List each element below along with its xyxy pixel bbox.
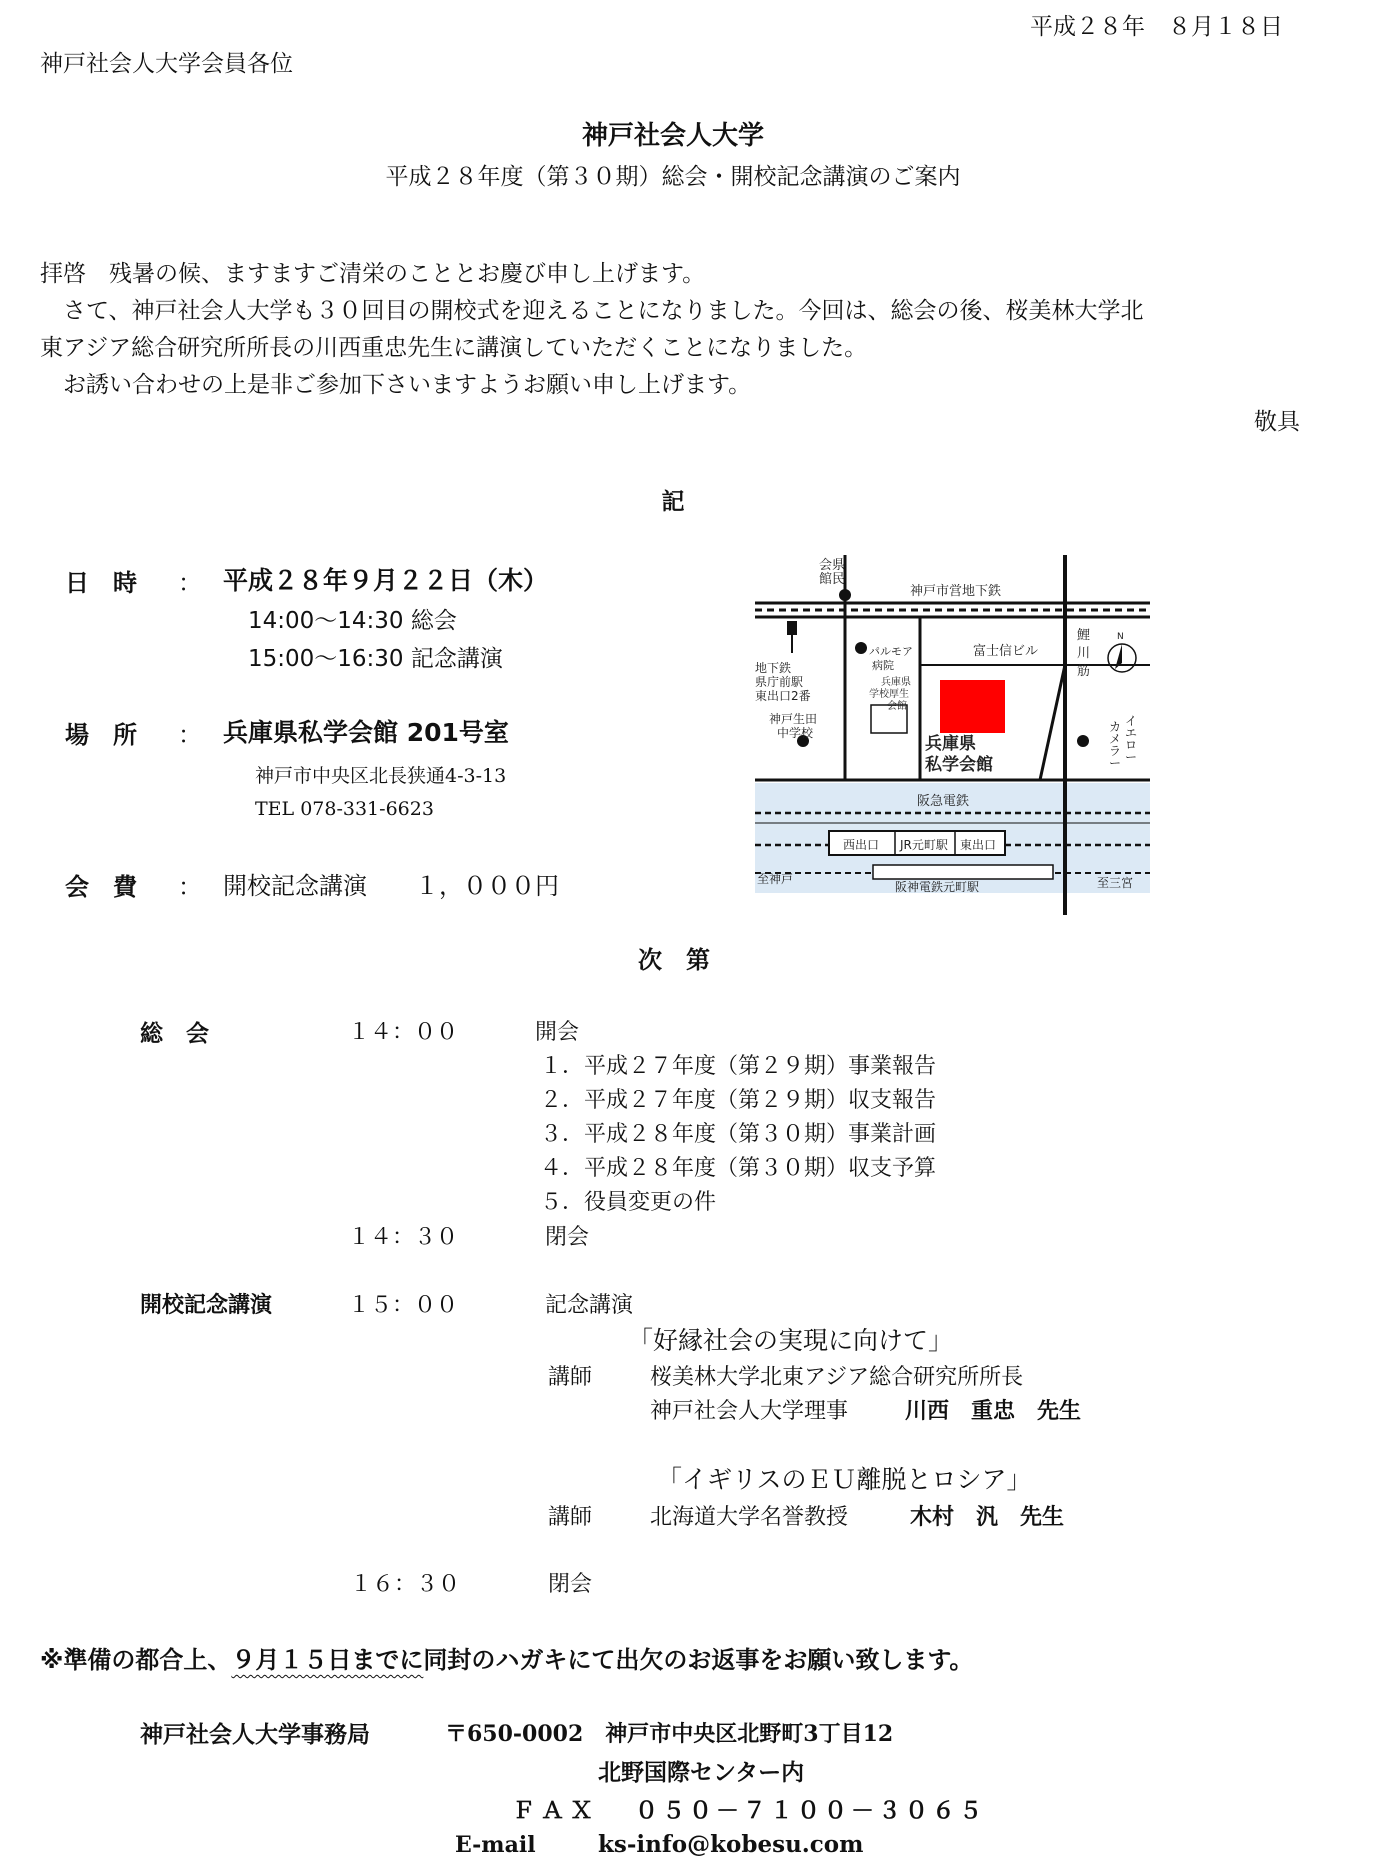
school-label: 神戸生田 [769,712,818,726]
road [1040,665,1065,780]
venue-tel: TEL 078-331-6623 [255,798,434,820]
email-address[interactable]: ks-info@kobesu.com [598,1831,864,1858]
lecturer2-name: 木村 汎 先生 [910,1504,1065,1530]
yellow-camera-label: ー [1125,750,1138,764]
open-label: 開会 [535,1020,580,1045]
yellow-camera-label: エ [1125,726,1138,740]
station-marker [787,621,797,635]
fee-label: 会 費 [65,873,137,901]
yellow-camera-label: メ [1109,732,1122,746]
hanshin-station-box [873,865,1053,879]
kaikan-dot [839,589,851,601]
email-label: E-mail [455,1832,536,1858]
place-value: 兵庫県私学会館 201号室 [223,718,509,747]
agenda-item: ４．平成２８年度（第３０期）収支予算 [540,1156,937,1181]
body-line: 東アジア総合研究所所長の川西重忠先生に講演していただくことになりました。 [40,335,868,361]
colon: ： [178,569,202,597]
time-lecture: 15:00～16:30 記念講演 [248,646,503,672]
datetime-label: 日 時 [65,569,137,597]
time-1430: １４：３０ [348,1225,459,1250]
place-label: 場 所 [65,721,137,749]
rsvp-notice [40,1640,973,1675]
venue-label: 兵庫県 [925,734,976,754]
kosei-label: 兵庫県 [881,677,911,688]
rsvp-deadline: ９月１５日までに [231,1646,424,1674]
fujishin-label: 富士信ビル [973,644,1039,659]
station-label: 地下鉄 [755,661,792,675]
agenda-item: １．平成２７年度（第２９期）事業報告 [540,1054,937,1079]
yellow-camera-dot [1077,735,1089,747]
body-line: お誘い合わせの上是非ご参加下さいますようお願い申し上げます。 [40,372,752,398]
office-address: 〒650-0002 神戸市中央区北野町3丁目12 [445,1721,894,1747]
colon: ： [178,873,202,901]
to-kobe-label: 至神戸 [757,872,794,886]
datetime-value: 平成２８年９月２２日（木） [223,566,549,595]
koikawasuji-label: 筋 [1077,664,1091,679]
general-meeting-label: 総 会 [140,1021,209,1047]
time-general-meeting: 14:00～14:30 総会 [248,608,457,634]
koikawasuji-label: 鯉 [1077,628,1091,643]
closing: 敬具 [1254,409,1300,435]
hankyu-label: 阪急電鉄 [917,794,970,809]
fax-number: ０５０－７１００－３０６５ [635,1798,986,1824]
lecturer-label: 講師 [548,1365,593,1390]
rsvp-notice-prefix: ※準備の都合上、 [40,1646,232,1674]
palmore-label: 病院 [872,659,894,672]
agenda-item: ２．平成２７年度（第２９期）収支報告 [540,1088,937,1113]
addressee: 神戸社会人大学会員各位 [40,51,293,77]
time-1400: １４：００ [348,1020,459,1045]
rsvp-notice-suffix: 同封のハガキにて出欠のお返事をお願い致します。 [423,1646,974,1674]
kaikan-label: 館民 [819,572,846,587]
east-exit-label: 東出口 [960,838,997,852]
fee-value: 開校記念講演 １，０００円 [223,872,559,900]
document-date: 平成２８年 ８月１８日 [1030,14,1283,40]
hanshin-label: 阪神電鉄元町駅 [895,880,980,894]
yellow-camera-label: ラ [1109,744,1122,758]
venue-map [755,555,1150,917]
lecture-label: 開校記念講演 [140,1293,273,1318]
jr-label: JR元町駅 [900,838,948,852]
lecturer-label: 講師 [548,1505,593,1530]
greeting-line: 拝啓 残暑の候、ますますご清栄のこととお慶び申し上げます。 [40,261,706,287]
station-label: 県庁前駅 [755,675,804,689]
agenda-title: 次 第 [638,946,710,974]
office-name: 神戸社会人大学事務局 [140,1722,370,1748]
lecture1-title: 「好縁社会の実現に向けて」 [628,1326,954,1355]
kosei-label: 学校厚生 [869,689,909,700]
koikawasuji-label: 川 [1077,646,1091,661]
lecturer1-name: 川西 重忠 先生 [905,1398,1082,1424]
body-line: さて、神戸社会人大学も３０回目の開校式を迎えることになりました。今回は、総会の後、桜美林大学北 [40,298,1144,324]
venue-marker [940,680,1005,733]
time-1630: １６：３０ [350,1572,461,1597]
yellow-camera-label: カ [1109,720,1122,734]
venue-label: 私学会館 [925,755,993,775]
lecturer2-affiliation: 北海道大学名誉教授 [650,1505,849,1530]
lecture-heading: 記念講演 [545,1293,634,1318]
palmore-label: パルモア [869,645,913,658]
yellow-camera-label: ロ [1125,738,1138,752]
fax-label: ＦＡＸ [512,1798,599,1824]
yellow-camera-label: ー [1109,756,1122,770]
time-1500: １５：００ [348,1293,459,1318]
kaikan-label: 会県 [819,558,846,573]
north-label: N [1117,632,1124,642]
lecture2-title: 「イギリスのＥＵ離脱とロシア」 [657,1465,1032,1494]
agenda-item: ５．役員変更の件 [540,1190,717,1215]
ki-heading: 記 [661,488,685,515]
west-exit-label: 西出口 [843,838,880,852]
close-label: 閉会 [545,1225,590,1250]
kosei-label: 会館 [887,701,907,712]
school-label: 中学校 [777,726,814,740]
lecturer1-role: 神戸社会人大学理事 [650,1399,849,1424]
office-address-line2: 北野国際センター内 [598,1760,805,1786]
page-subtitle: 平成２８年度（第３０期）総会・開校記念講演のご案内 [385,164,961,190]
lecturer1-affiliation: 桜美林大学北東アジア総合研究所所長 [650,1365,1024,1390]
to-sannomiya-label: 至三宮 [1097,876,1134,890]
station-label: 東出口2番 [755,689,811,703]
colon: ： [178,721,202,749]
close-label: 閉会 [548,1572,593,1597]
yellow-camera-label: イ [1125,714,1138,728]
palmore-dot [855,642,867,654]
page-title: 神戸社会人大学 [581,121,764,151]
subway-label: 神戸市営地下鉄 [910,584,1002,599]
venue-address: 神戸市中央区北長狭通4-3-13 [255,765,507,787]
agenda-item: ３．平成２８年度（第３０期）事業計画 [540,1122,937,1147]
